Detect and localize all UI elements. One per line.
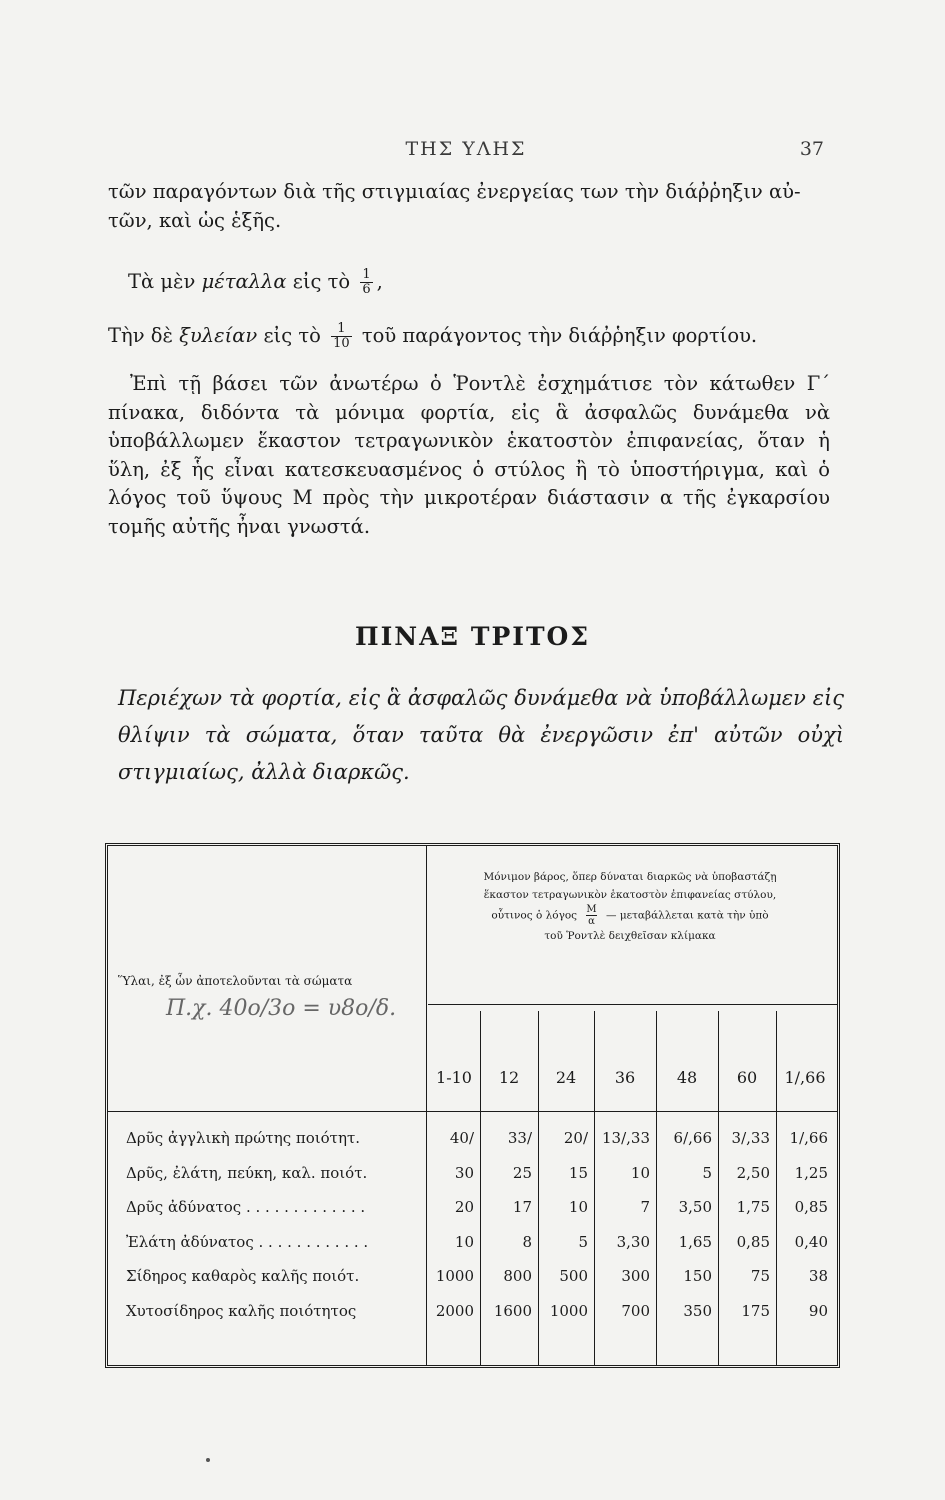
- load-value: 90: [808, 1301, 828, 1320]
- load-value: 0,40: [794, 1232, 828, 1251]
- load-value: 10: [568, 1198, 588, 1216]
- load-value: 0,85: [736, 1232, 770, 1251]
- ratio-denominator: α: [588, 916, 595, 927]
- load-value: 1600: [493, 1301, 532, 1320]
- ratio-column-head: 24: [555, 1068, 577, 1087]
- load-value: 15: [568, 1163, 588, 1182]
- load-value: 5: [578, 1232, 588, 1251]
- load-header-line-3: [430, 904, 830, 927]
- section-title: ΠΙΝΑΞ ΤΡΙΤΟΣ: [355, 622, 590, 651]
- load-value: 300: [621, 1267, 650, 1285]
- load-value: 38: [808, 1267, 828, 1285]
- load-value: 700: [621, 1301, 650, 1320]
- height-width-ratio: [586, 904, 596, 927]
- paragraph-intro-line-2: τῶν, καὶ ὡς ἑξῆς.: [108, 208, 282, 232]
- materials-column-header: Ὕλαι, ἐξ ὧν ἀποτελοῦνται τὰ σώματα: [118, 974, 353, 988]
- load-value: 10: [454, 1232, 474, 1251]
- load-value: 1,25: [794, 1163, 828, 1182]
- load-header-line-4: τοῦ Ῥοντλὲ δειχθεῖσαν κλίμακα: [544, 930, 716, 942]
- load-value: 175: [741, 1301, 770, 1320]
- material-name: Σίδηρος καθαρὸς καλῆς ποιότ.: [126, 1267, 360, 1285]
- wood-ratio-suffix: τοῦ παράγοντος τὴν διάῤῥηξιν φορτίου.: [361, 324, 758, 347]
- load-value: 150: [683, 1267, 712, 1285]
- ratio-column-head: 1/,66: [784, 1068, 826, 1087]
- ratio-column-head: 12: [498, 1068, 520, 1087]
- load-value: 0,85: [794, 1198, 828, 1216]
- ratio-numerator: Μ: [586, 904, 597, 915]
- material-name: Ἐλάτη ἀδύνατος . . . . . . . . . . . .: [126, 1232, 369, 1251]
- load-value: 2,50: [736, 1163, 770, 1182]
- load-value: 800: [503, 1267, 532, 1285]
- load-value: 350: [683, 1301, 712, 1320]
- paragraph-intro: [108, 178, 830, 235]
- load-value: 1,65: [678, 1232, 712, 1251]
- wood-ratio-prefix: Τὴν δὲ: [108, 324, 173, 347]
- metals-fraction-denominator: 6: [362, 282, 371, 297]
- wood-ratio-mid: εἰς τὸ: [263, 324, 321, 347]
- load-value: 500: [559, 1267, 588, 1285]
- column-head-rule: [108, 1111, 837, 1112]
- load-value: 33/: [507, 1129, 532, 1147]
- metals-ratio-term: μέταλλα: [201, 270, 287, 293]
- paragraph-rondelet: Ἐπὶ τῇ βάσει τῶν ἀνωτέρω ὁ Ῥοντλὲ ἐσχημάτισε τὸν κάτωθεν Γ´ πίνακα, διδόντα τὰ μόνιμα φορτία, εἰς ἃ ἀσφαλῶς δυνάμεθα νὰ ὑποβάλλωμεν ἕκαστον τετραγωνικὸν ἑκατοστὸν ἐπιφανείας, ὅταν ἡ ὕλη, ἐξ ἧς εἶναι κατεσκευασμένος ὁ στύλος ἢ τὸ ὑποστήριγμα, καὶ ὁ λόγος τοῦ ὕψους Μ πρὸς τὴν μικροτέραν διάστασιν α τῆς ἐγκαρσίου τομῆς αὐτῆς ἦναι γνωστά.: [108, 372, 830, 538]
- wood-ratio-term: ξυλείαν: [179, 324, 258, 347]
- wood-fraction-denominator: 10: [333, 336, 350, 351]
- load-value: 5: [702, 1163, 712, 1182]
- load-header-line-1: Μόνιμον βάρος, ὅπερ δύναται διαρκῶς νὰ ὑποβαστάζῃ: [483, 871, 777, 883]
- metals-fraction: [360, 268, 372, 297]
- ink-speck: [206, 1458, 210, 1462]
- metals-ratio-suffix: ,: [376, 270, 383, 293]
- header-rule: [428, 1004, 837, 1005]
- load-value: 25: [512, 1163, 532, 1182]
- load-value: 13/,33: [602, 1129, 650, 1147]
- load-value: 1,75: [736, 1198, 770, 1216]
- metals-ratio-line: [128, 268, 383, 297]
- loads-table-body: [108, 846, 837, 1365]
- load-value: 8: [522, 1232, 532, 1251]
- load-value: 3,50: [678, 1198, 712, 1216]
- page-header: [108, 138, 824, 168]
- load-value: 10: [630, 1163, 650, 1182]
- material-name: Δρῦς, ἐλάτη, πεύκη, καλ. ποιότ.: [126, 1163, 368, 1182]
- materials-divider: [426, 846, 427, 1365]
- running-title: ΤΗΣ ΥΛΗΣ: [405, 138, 527, 160]
- wood-fraction: [331, 322, 352, 351]
- section-subtitle: Περιέχων τὰ φορτία, εἰς ἃ ἀσφαλῶς δυνάμεθα νὰ ὑποβάλλωμεν εἰς θλίψιν τὰ σώματα, ὅταν ταῦτα θὰ ἐνεργῶσιν ἐπ' αὐτῶν οὐχὶ στιγμιαίως, ἀλλὰ διαρκῶς.: [118, 686, 844, 784]
- load-value: 17: [512, 1198, 532, 1216]
- load-value: 1000: [549, 1301, 588, 1320]
- load-value: 3,30: [616, 1232, 650, 1251]
- loads-table: [105, 843, 840, 1368]
- ratio-column-head: 1-10: [436, 1068, 472, 1087]
- load-value: 2000: [435, 1301, 474, 1320]
- load-value: 20: [454, 1198, 474, 1216]
- load-value: 75: [750, 1267, 770, 1285]
- load-value: 3/,33: [731, 1129, 770, 1147]
- pencil-annotation: Π.χ. 40ο/3ο = υ8ο/δ.: [166, 996, 397, 1021]
- load-column-header: [430, 868, 830, 945]
- ratio-column-head: 48: [676, 1068, 698, 1087]
- load-header-line-2: ἕκαστον τετραγωνικὸν ἑκατοστὸν ἐπιφανείας στύλου,: [483, 889, 777, 901]
- load-value: 20/: [563, 1129, 588, 1147]
- material-name: Δρῦς ἀδύνατος . . . . . . . . . . . . .: [126, 1198, 366, 1216]
- page-number: 37: [799, 138, 824, 160]
- load-header-post-ratio: — μεταβάλλεται κατὰ τὴν ὑπὸ: [606, 909, 769, 922]
- load-value: 6/,66: [673, 1129, 712, 1147]
- ratio-column-head: 60: [736, 1068, 758, 1087]
- ratio-column-head: 36: [614, 1068, 636, 1087]
- load-value: 7: [640, 1198, 650, 1216]
- wood-fraction-numerator: 1: [331, 322, 352, 337]
- load-value: 40/: [449, 1129, 474, 1147]
- load-value: 30: [454, 1163, 474, 1182]
- load-value: 1000: [435, 1267, 474, 1285]
- metals-ratio-mid: εἰς τὸ: [292, 270, 351, 293]
- metals-ratio-prefix: Τὰ μὲν: [128, 270, 196, 293]
- material-name: Δρῦς ἀγγλικὴ πρώτης ποιότητ.: [126, 1129, 361, 1147]
- load-value: 1/,66: [789, 1129, 828, 1147]
- wood-ratio-line: [108, 322, 757, 351]
- metals-fraction-numerator: 1: [362, 267, 371, 282]
- load-header-pre-ratio: οὗτινος ὁ λόγος: [491, 909, 578, 922]
- paragraph-intro-line-1: τῶν παραγόντων διὰ τῆς στιγμιαίας ἐνεργείας των τὴν διάῤῥηξιν αὐ-: [108, 180, 801, 203]
- material-name: Χυτοσίδηρος καλῆς ποιότητος: [126, 1301, 357, 1320]
